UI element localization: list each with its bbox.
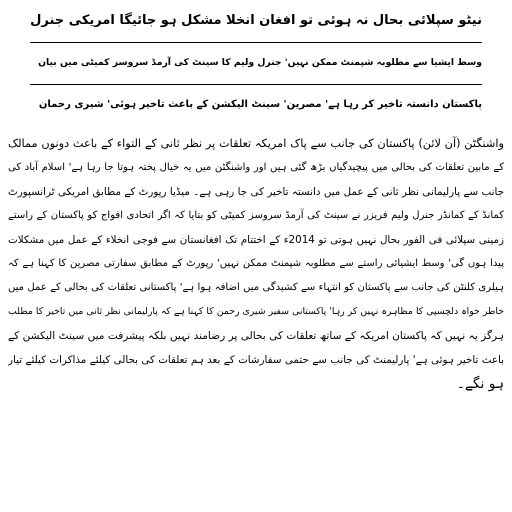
body-line: واشنگٹن (آن لائن) پاکستان کی جانب سے پاک امریکہ تعلقات پر نظر ثانی کے التواء کے باعث دونوں ممالک (8, 137, 504, 150)
body-line: خاطر خواہ دلچسپی کا مظاہرہ نہیں کر رہا' پاکستانی سفیر شیری رحمن کا کہنا ہے کہ پارلیمانی نظر ثانی میں تاخیر کا مطلب (8, 306, 504, 317)
body-line: ہیلری کلنٹن کی جانب سے پاکستان کو انتہاء سے کشیدگی میں اضافہ ہوا ہے' پاکستانی تعلقات کی بحالی کے عمل میں (8, 282, 504, 293)
headline-main: نیٹو سپلائی بحال نہ ہوئی تو افغان انخلا مشکل ہو جائیگا امریکی جنرل (30, 13, 482, 28)
body-line: جانب سے پارلیمانی نظر ثانی کے عمل میں دانستہ تاخیر کی جا رہی ہے۔ میڈیا رپورٹ کے مطابق امریکی ٹرانسپورٹ (8, 186, 504, 198)
body-line: کمانڈ کے کمانڈر جنرل ولیم فریزر نے سینٹ کی آرمڈ سروسز کمیٹی کو بتایا کہ اگر اتحادی افواج کو پاکستان کے راستے (8, 210, 504, 221)
body-line: ہو نگے۔ (456, 376, 504, 392)
body-line: زمینی سپلائی فی الفور بحال نہیں ہوتی تو 2014ء کے اختتام تک افغانستان سے فوجی انخلاء کے عمل میں مشکلات (8, 234, 504, 246)
body-line: ہرگز یہ نہیں کہ پاکستان امریکہ کے ساتھ تعلقات کی بحالی پر رضامند نہیں بلکہ پیشرفت میں سینٹ الیکشن کے (8, 330, 504, 342)
headline-divider (30, 84, 482, 85)
body-line: باعث تاخیر ہوئی ہے' پارلیمنٹ کی جانب سے حتمی سفارشات کے بعد ہم تعلقات کی بحالی کیلئے مذاکرات کیلئے تیار (8, 354, 504, 366)
headline-divider (30, 42, 482, 43)
body-line: پیدا ہوں گی' وسط ایشیائی راستے سے مطلوبہ شپمنٹ ممکن نہیں' رپورٹ کے مطابق سفارتی مصرین کا کہنا ہے کہ (8, 258, 504, 269)
headline-sub-2: پاکستان دانستہ تاخیر کر رہا ہے' مصرین' سینٹ الیکشن کے باعث تاخیر ہوئی' شیری رحمان (38, 99, 482, 110)
headline-sub-1: وسط ایشیا سے مطلوبہ شپمنٹ ممکن نہیں' جنرل ولیم کا سینٹ کی آرمڈ سروسز کمیٹی میں بیان (38, 57, 482, 68)
body-line: کے مابین تعلقات کی بحالی میں پیچیدگیاں بڑھ گئی ہیں اور واشنگٹن میں یہ خیال پختہ ہوتا جا رہا ہے' اسلام آباد کی (8, 162, 504, 173)
